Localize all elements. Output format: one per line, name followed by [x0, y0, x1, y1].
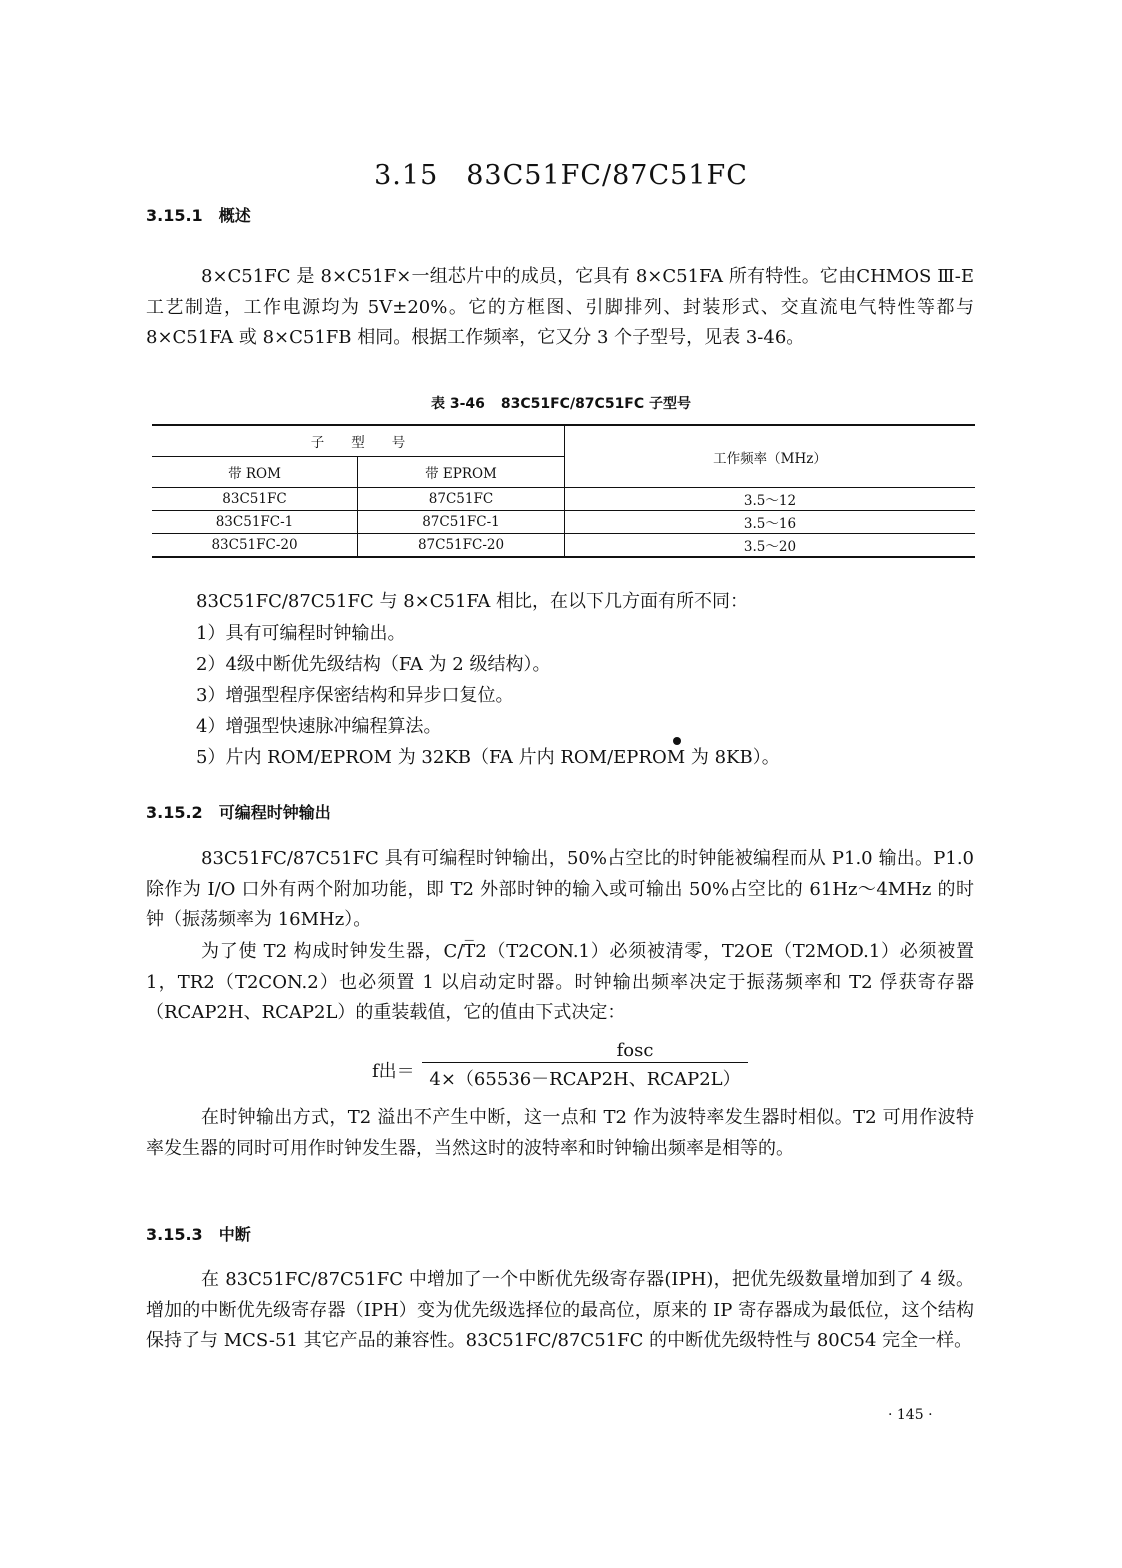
paragraph-overview: 8×C51FC 是 8×C51F×一组芯片中的成员，它具有 8×C51FA 所有特性。它由CHMOS Ⅲ-E 工艺制造，工作电源均为 5V±20%。它的方框图、引脚排列、封装形式、交直流电气特性等都与 8×C51FA 或 8×C51FB 相同。根据工作频率，它又分 3 个子型号，见表 3-46。	[146, 266, 974, 348]
formula-fraction	[422, 1040, 748, 1091]
table-cell-rom: 83C51FC-20	[152, 534, 358, 558]
table-header-freq: 工作频率（MHz）	[565, 425, 976, 488]
heading-text: 可编程时钟输出	[218, 803, 331, 822]
table-row	[152, 534, 975, 558]
table-header-rom: 带 ROM	[152, 457, 358, 488]
table-header-row	[152, 425, 975, 457]
table-caption-number: 表 3-46	[430, 396, 485, 412]
table-row	[152, 511, 975, 534]
heading-text: 概述	[218, 206, 251, 225]
page-number: · 145 ·	[888, 1407, 933, 1423]
table-header-group: 子 型 号	[152, 425, 565, 457]
heading-text: 中断	[218, 1225, 251, 1244]
paragraph-clock-2: 为了使 T2 构成时钟发生器，C/T̅2（T2CON.1）必须被清零，T2OE（T2MOD.1）必须被置 1，TR2（T2CON.2）也必须置 1 以启动定时器。时钟输出频率决定于振荡频率和 T2 俘获寄存器（RCAP2H、RCAP2L）的重装载值，它的值由下式决定：	[146, 941, 974, 1023]
table-row	[152, 488, 975, 511]
list-item: 5）片内 ROM/EPROM 为 32KB（FA 片内 ROM/EPROM 为 8KB）。	[196, 747, 780, 768]
formula-lhs: f出＝	[372, 1061, 415, 1082]
table-cell-eprom: 87C51FC-1	[358, 511, 565, 534]
paragraph-interrupt: 在 83C51FC/87C51FC 中增加了一个中断优先级寄存器(IPH)，把优先级数量增加到了 4 级。增加的中断优先级寄存器（IPH）变为优先级选择位的最高位，原来的 IP 寄存器成为最低位，这个结构保持了与 MCS-51 其它产品的兼容性。83C51FC/87C51FC 的中断优先级特性与 80C54 完全一样。	[146, 1269, 974, 1351]
table-cell-eprom: 87C51FC-20	[358, 534, 565, 558]
section-title-number: 3.15	[374, 160, 439, 191]
section-title-text: 83C51FC/87C51FC	[466, 160, 748, 191]
table-cell-eprom: 87C51FC	[358, 488, 565, 511]
list-item: 2）4级中断优先级结构（FA 为 2 级结构）。	[196, 654, 551, 675]
subtype-table	[152, 424, 975, 558]
heading-clock-output	[146, 800, 331, 823]
list-item: 3）增强型程序保密结构和异步口复位。	[196, 685, 514, 706]
table-cell-freq: 3.5～20	[565, 534, 976, 558]
paragraph-clock-3: 在时钟输出方式，T2 溢出不产生中断，这一点和 T2 作为波特率发生器时相似。T2 可用作波特率发生器的同时可用作时钟发生器，当然这时的波特率和时钟输出频率是相等的。	[146, 1107, 974, 1159]
section-title	[0, 160, 1122, 191]
list-item: 4）增强型快速脉冲编程算法。	[196, 716, 442, 737]
heading-interrupt	[146, 1222, 251, 1245]
difference-list	[196, 618, 780, 773]
table-caption-text: 83C51FC/87C51FC 子型号	[500, 396, 692, 412]
paragraph-clock-1: 83C51FC/87C51FC 具有可编程时钟输出，50%占空比的时钟能被编程而从 P1.0 输出。P1.0 除作为 I/O 口外有两个附加功能，即 T2 外部时钟的输入或可输出 50%占空比的 61Hz～4MHz 的时钟（振荡频率为 16MHz）。	[146, 848, 974, 930]
table-caption	[0, 393, 1122, 413]
heading-number: 3.15.3	[146, 1225, 203, 1244]
table-cell-rom: 83C51FC-1	[152, 511, 358, 534]
paragraph-compare-intro: 83C51FC/87C51FC 与 8×C51FA 相比，在以下几方面有所不同：	[196, 591, 749, 612]
heading-overview	[146, 203, 251, 226]
heading-number: 3.15.1	[146, 206, 203, 225]
table-cell-freq: 3.5～12	[565, 488, 976, 511]
table-cell-rom: 83C51FC	[152, 488, 358, 511]
table-cell-freq: 3.5～16	[565, 511, 976, 534]
formula-denominator: 4×（65536－RCAP2H、RCAP2L）	[429, 1069, 741, 1090]
list-item: 1）具有可编程时钟输出。	[196, 623, 406, 644]
ink-dot	[673, 737, 681, 745]
table-header-eprom: 带 EPROM	[358, 457, 565, 488]
heading-number: 3.15.2	[146, 803, 203, 822]
formula-numerator: fosc	[422, 1040, 748, 1063]
